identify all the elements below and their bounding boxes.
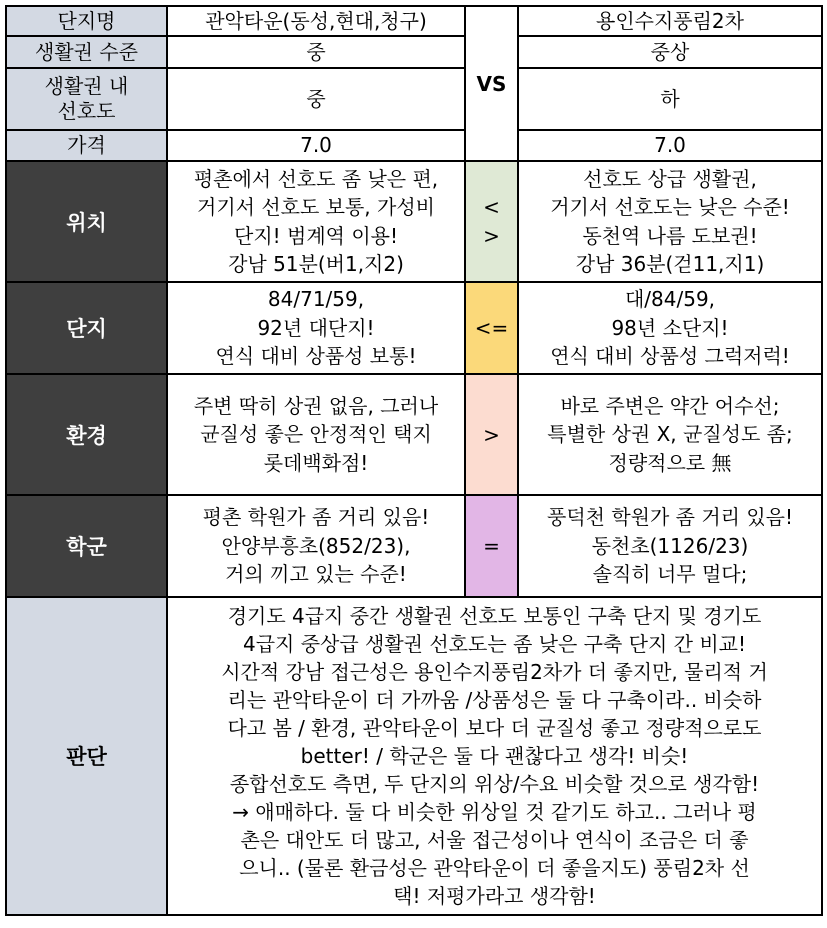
label-complex: 단지 [6, 282, 167, 374]
row-judgment [6, 597, 822, 915]
label-environment: 환경 [6, 374, 167, 495]
label-zone-preference: 생활권 내 선호도 [6, 68, 167, 130]
label-zone-level: 생활권 수준 [6, 36, 167, 68]
left-environment: 주변 딱히 상권 없음, 그러나 균질성 좋은 안정적인 택지 롯데백화점! [167, 374, 465, 495]
right-zone-level: 중상 [518, 36, 822, 68]
right-price: 7.0 [518, 130, 822, 161]
right-complex-name: 용인수지풍림2차 [518, 6, 822, 36]
left-location: 평촌에서 선호도 좀 낮은 편, 거기서 선호도 보통, 가성비 단지! 범계역 이용! 강남 51분(버1,지2) [167, 161, 465, 282]
symbol-location: < > [465, 161, 518, 282]
vs-label: VS [465, 6, 518, 161]
comparison-table [5, 5, 823, 916]
row-name [6, 6, 822, 36]
symbol-complex: <= [465, 282, 518, 374]
symbol-environment: > [465, 374, 518, 495]
label-school: 학군 [6, 495, 167, 597]
row-complex [6, 282, 822, 374]
label-price: 가격 [6, 130, 167, 161]
right-location: 선호도 상급 생활권, 거기서 선호도는 낮은 수준! 동천역 나름 도보권! 강남 36분(걷11,지1) [518, 161, 822, 282]
row-school [6, 495, 822, 597]
right-school: 풍덕천 학원가 좀 거리 있음! 동천초(1126/23) 솔직히 너무 멀다; [518, 495, 822, 597]
row-location [6, 161, 822, 282]
right-complex: 대/84/59, 98년 소단지! 연식 대비 상품성 그럭저럭! [518, 282, 822, 374]
row-environment [6, 374, 822, 495]
symbol-school: = [465, 495, 518, 597]
label-location: 위치 [6, 161, 167, 282]
row-zone-level [6, 36, 822, 68]
right-zone-preference: 하 [518, 68, 822, 130]
label-complex-name: 단지명 [6, 6, 167, 36]
label-judgment: 판단 [6, 597, 167, 915]
left-price: 7.0 [167, 130, 465, 161]
left-zone-level: 중 [167, 36, 465, 68]
right-environment: 바로 주변은 약간 어수선; 특별한 상권 X, 균질성도 좀; 정량적으로 無 [518, 374, 822, 495]
left-zone-preference: 중 [167, 68, 465, 130]
left-complex: 84/71/59, 92년 대단지! 연식 대비 상품성 보통! [167, 282, 465, 374]
left-complex-name: 관악타운(동성,현대,청구) [167, 6, 465, 36]
left-school: 평촌 학원가 좀 거리 있음! 안양부흥초(852/23), 거의 끼고 있는 수준! [167, 495, 465, 597]
row-price [6, 130, 822, 161]
row-zone-preference [6, 68, 822, 130]
judgment-text: 경기도 4급지 중간 생활권 선호도 보통인 구축 단지 및 경기도 4급지 중상급 생활권 선호도는 좀 낮은 구축 단지 간 비교! 시간적 강남 접근성은 용인수지풍림2차가 더 좋지만, 물리적 거 리는 관악타운이 더 가까움 /상품성은 둘 다 구축이라.. 비슷하 다고 봄 / 환경, 관악타운이 보다 더 균질성 좋고 정량적으로도 better! / 학군은 둘 다 괜찮다고 생각! 비슷! 종합선호도 측면, 두 단지의 위상/수요 비슷할 것으로 생각함! → 애매하다. 둘 다 비슷한 위상일 것 같기도 하고.. 그러나 평 촌은 대안도 더 많고, 서울 접근성이나 연식이 조금은 더 좋 으니.. (물론 환금성은 관악타운이 더 좋을지도) 풍림2차 선 택! 저평가라고 생각함! [167, 597, 822, 915]
